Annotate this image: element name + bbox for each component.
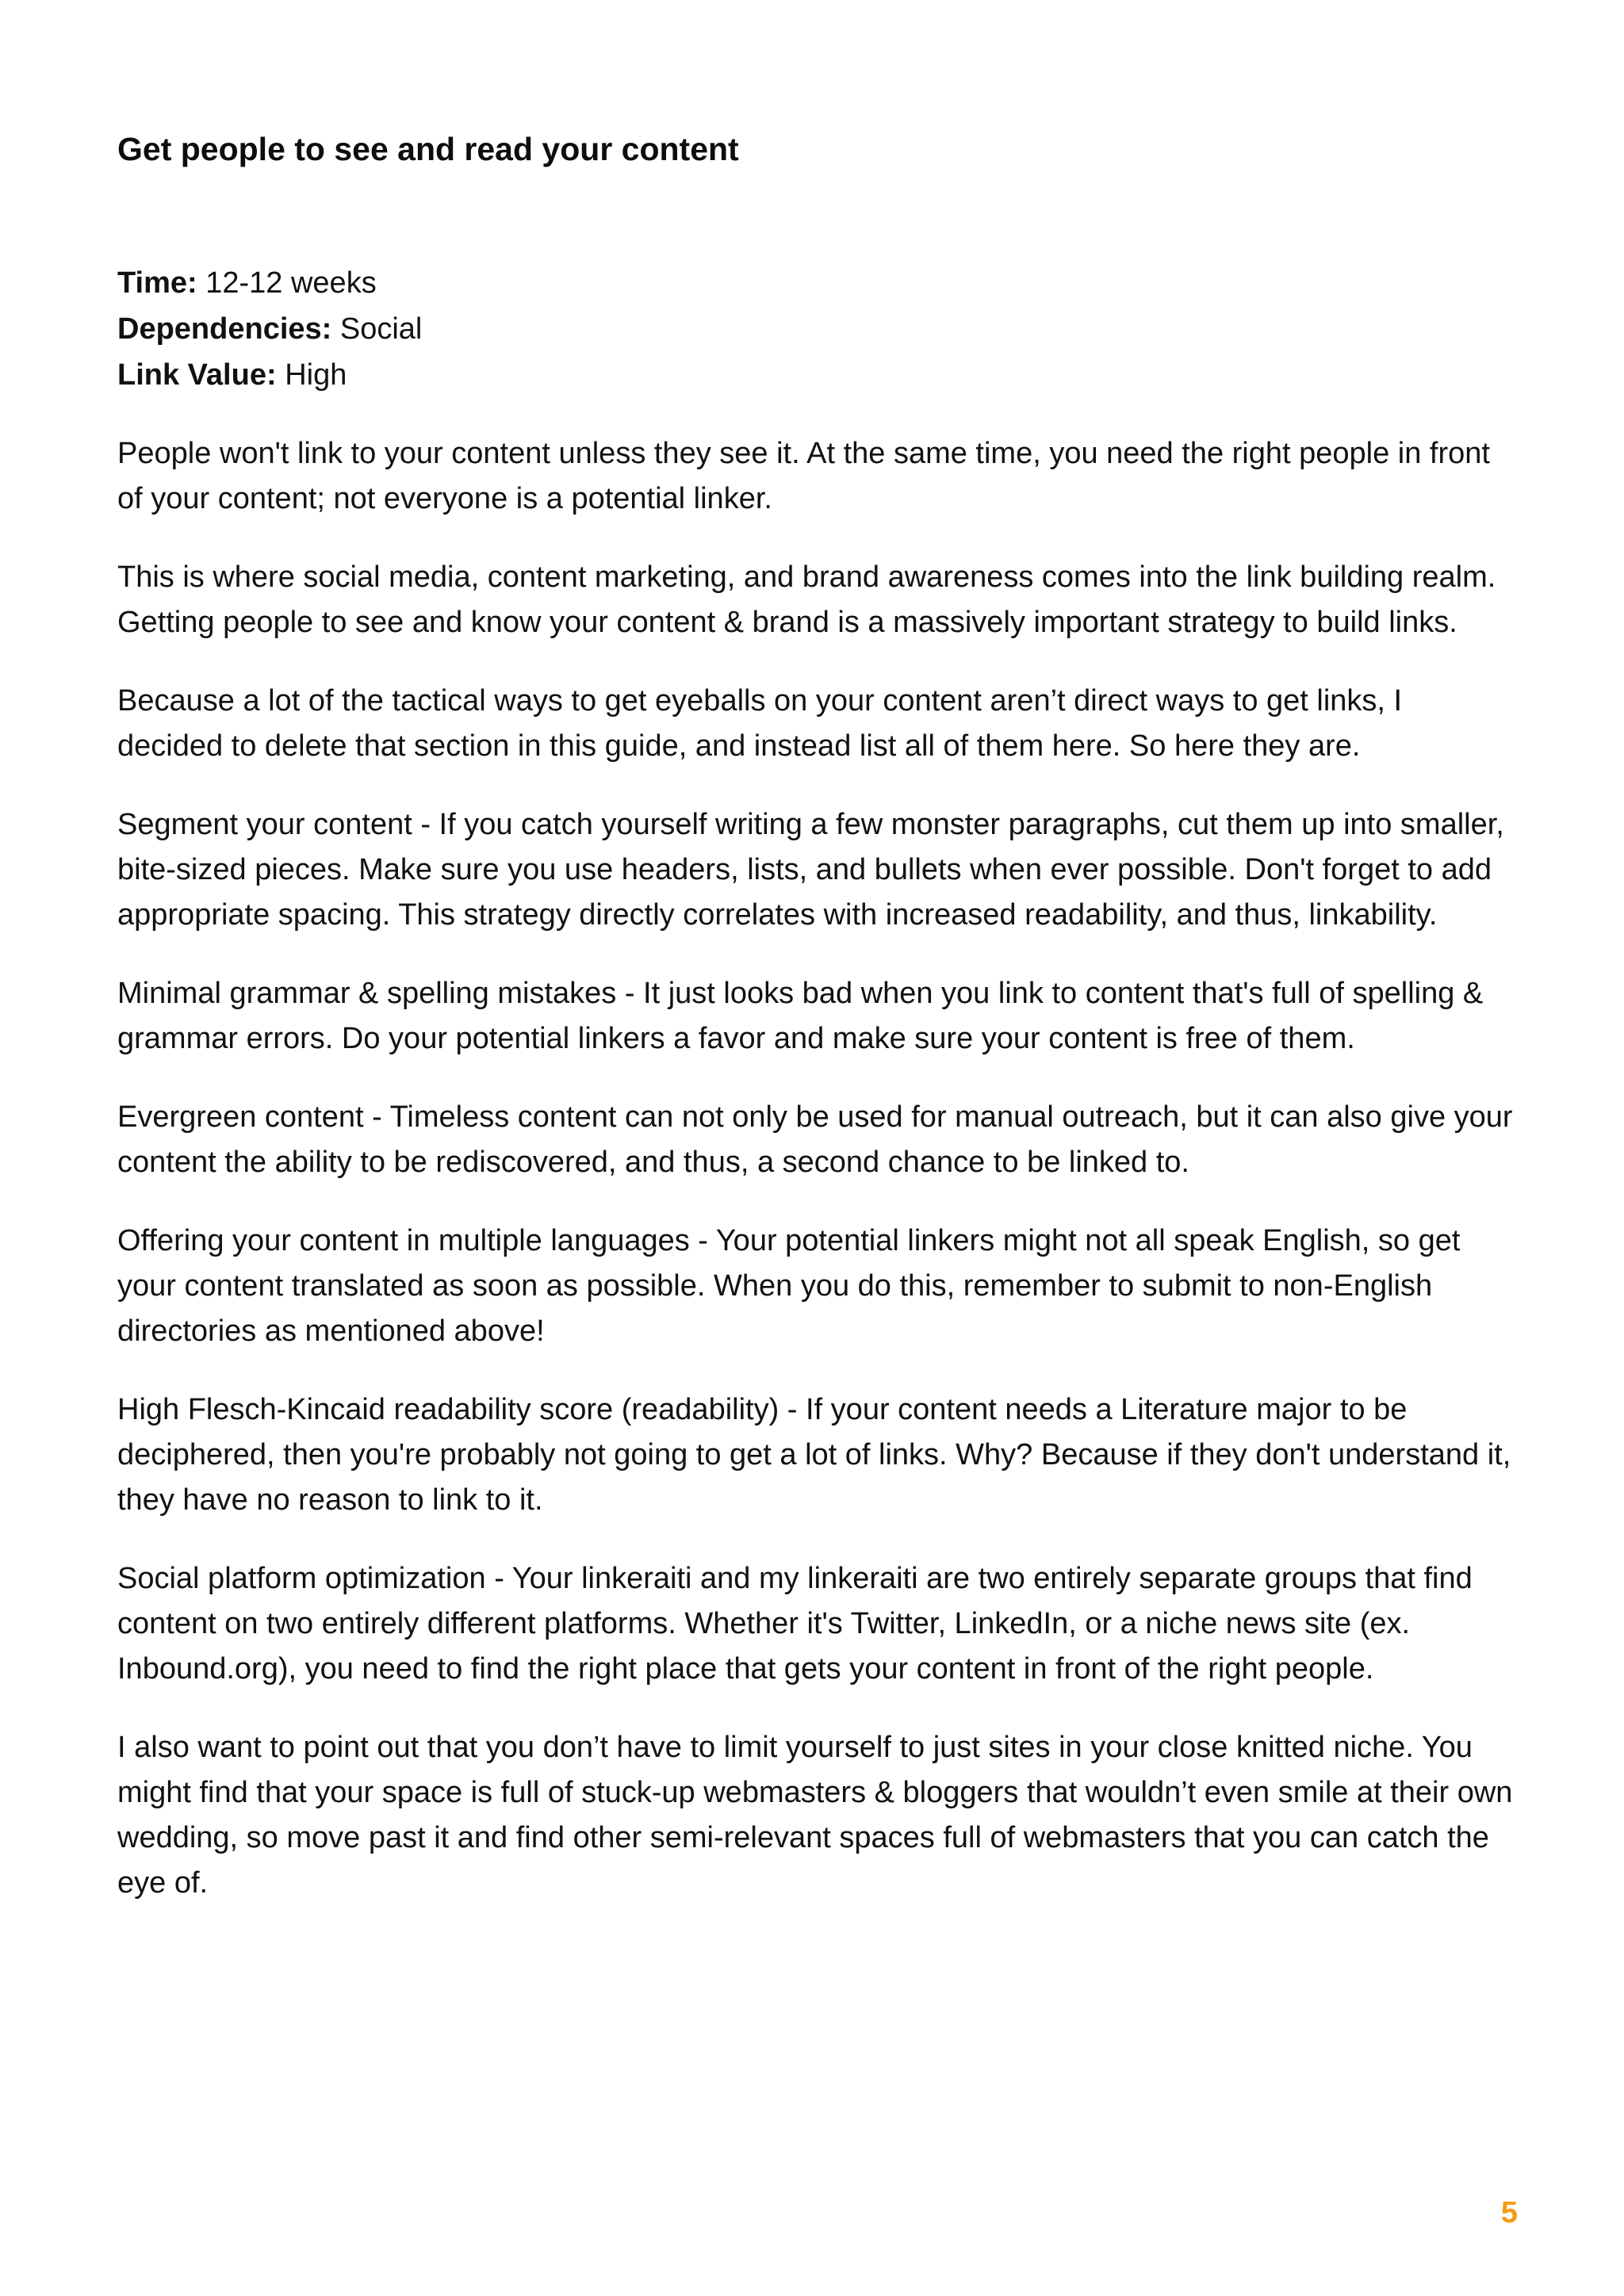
meta-dependencies-value: Social (339, 312, 423, 346)
paragraph: Segment your content - If you catch yourself writing a few monster paragraphs, cut them up into smaller, bite-sized pieces. Make sure you use headers, lists, and bullets when ever possible. Don't forget to add appropriate spacing. This strategy directly correlates with increased readability, and thus, linkability. (117, 808, 1504, 932)
page-content (117, 127, 1513, 1906)
page-number: 5 (1500, 2196, 1518, 2229)
meta-link-value (117, 352, 1513, 398)
paragraph: I also want to point out that you don’t have to limit yourself to just sites in your close knitted niche. You might find that your space is full of stuck-up webmasters & bloggers that wouldn’t even smile at their own wedding, so move past it and find other semi-relevant spaces full of webmasters that you can catch the eye of. (117, 1731, 1513, 1900)
meta-time (117, 260, 1513, 306)
paragraph: High Flesch-Kincaid readability score (readability) - If your content needs a Literature major to be deciphered, then you're probably not going to get a lot of links. Why? Because if they don't understand it, they have no reason to link to it. (117, 1393, 1511, 1517)
meta-dependencies-label: Dependencies: (117, 312, 332, 346)
meta-time-value: 12-12 weeks (205, 266, 377, 300)
meta-link-value-label: Link Value: (117, 358, 277, 392)
paragraph: Minimal grammar & spelling mistakes - It just looks bad when you link to content that's full of spelling & grammar errors. Do your potential linkers a favor and make sure your content is free of them. (117, 977, 1484, 1055)
page-title: Get people to see and read your content (117, 131, 739, 167)
meta-dependencies (117, 306, 1513, 352)
meta-link-value-value: High (285, 358, 347, 392)
paragraph: Offering your content in multiple languages - Your potential linkers might not all speak English, so get your content translated as soon as possible. When you do this, remember to submit to non-English directories as mentioned above! (117, 1224, 1461, 1348)
meta-block (117, 260, 1513, 398)
paragraph: Evergreen content - Timeless content can not only be used for manual outreach, but it can also give your content the ability to be rediscovered, and thus, a second chance to be linked to. (117, 1100, 1513, 1179)
paragraph: Social platform optimization - Your linkeraiti and my linkeraiti are two entirely separate groups that find content on two entirely different platforms. Whether it's Twitter, LinkedIn, or a niche news site (ex. Inbound.org), you need to find the right place that gets your content in front of the right people. (117, 1562, 1473, 1686)
meta-time-label: Time: (117, 266, 197, 300)
paragraph: People won't link to your content unless they see it. At the same time, you need the right people in front of your content; not everyone is a potential linker. (117, 437, 1490, 515)
paragraph: This is where social media, content marketing, and brand awareness comes into the link building realm. Getting people to see and know your content & brand is a massively important strategy to build links. (117, 561, 1496, 639)
paragraph: Because a lot of the tactical ways to get eyeballs on your content aren’t direct ways to get links, I decided to delete that section in this guide, and instead list all of them here. So here they are. (117, 684, 1403, 763)
